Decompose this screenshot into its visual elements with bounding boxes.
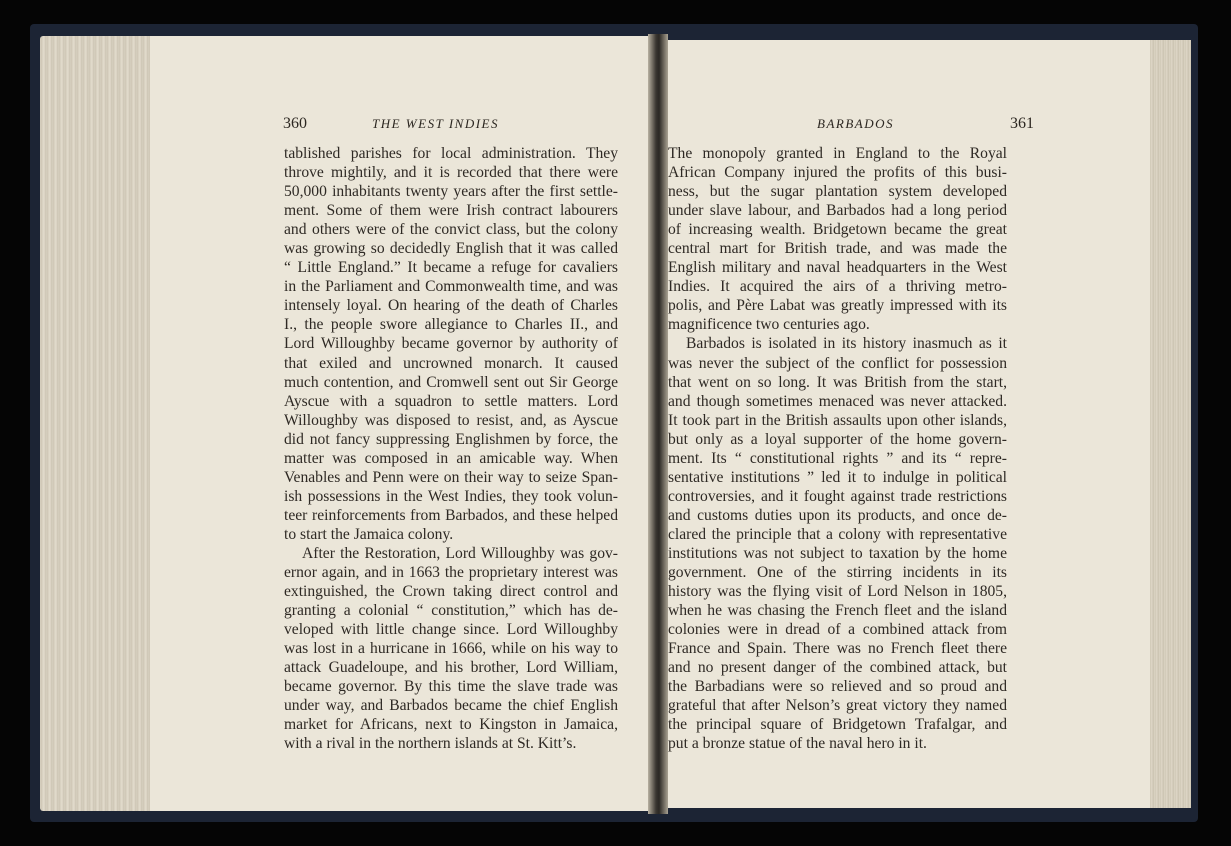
text-line: ernor again, and in 1663 the proprietary interest was: [284, 564, 618, 582]
text-line: intensely loyal. On hearing of the death of Charles: [284, 297, 618, 315]
text-line: grateful that after Nelson’s great victory they named: [668, 697, 1007, 715]
text-line: Willoughby was disposed to resist, and, as Ayscue: [284, 411, 618, 429]
text-line: and no present danger of the combined attack, but: [668, 659, 1007, 677]
text-line: Ayscue with a squadron to settle matters. Lord: [284, 392, 618, 410]
text-line: 50,000 inhabitants twenty years after the first settle-: [284, 183, 618, 201]
text-line: attack Guadeloupe, and his brother, Lord William,: [284, 659, 618, 677]
paragraph: [668, 334, 1007, 753]
text-line: under slave labour, and Barbados had a long period: [668, 202, 1007, 220]
text-line: ish possessions in the West Indies, they took volun-: [284, 487, 618, 505]
text-line: ment. Some of them were Irish contract labourers: [284, 202, 618, 220]
text-line: much contention, and Cromwell sent out Sir George: [284, 373, 618, 391]
text-line: France and Spain. There was no French fleet there: [668, 640, 1007, 658]
text-line: ness, but the sugar plantation system developed: [668, 183, 1007, 201]
text-line: ment. Its “ constitutional rights ” and its “ repre-: [668, 449, 1007, 467]
text-line: was never the subject of the conflict for possession: [668, 354, 1007, 372]
text-line: After the Restoration, Lord Willoughby was gov-: [302, 544, 618, 562]
text-line: I., the people swore allegiance to Charles II., and: [284, 316, 618, 334]
text-line: the Barbadians were so relieved and so proud and: [668, 678, 1007, 696]
page-edges-right: [1145, 40, 1191, 808]
text-line: The monopoly granted in England to the Royal: [668, 145, 1007, 162]
paragraph: [284, 144, 618, 544]
text-line: controversies, and it fought against trade restrictions: [668, 487, 1007, 505]
text-line: when he was chasing the French fleet and the island: [668, 602, 1007, 620]
left-page-text: [284, 144, 618, 754]
text-line: African Company injured the profits of this busi-: [668, 164, 1007, 182]
text-line: history was the flying visit of Lord Nelson in 1805,: [668, 583, 1007, 601]
text-line: magnificence two centuries ago.: [668, 316, 870, 334]
left-running-head: THE WEST INDIES: [372, 116, 499, 131]
book-gutter: [648, 34, 668, 814]
text-line: market for Africans, next to Kingston in Jamaica,: [284, 716, 618, 734]
text-line: under way, and Barbados became the chief English: [284, 697, 618, 715]
text-line: Venables and Penn were on their way to seize Span-: [284, 468, 618, 486]
text-line: and though sometimes menaced was never attacked.: [668, 392, 1007, 410]
text-line: granting a colonial “ constitution,” which has de-: [284, 602, 618, 620]
text-line: polis, and Père Labat was greatly impressed with its: [668, 297, 1007, 315]
text-line: institutions was not subject to taxation by the home: [668, 544, 1007, 562]
text-line: that went on so long. It was British from the start,: [668, 373, 1007, 391]
text-line: It took part in the British assaults upon other islands,: [668, 411, 1007, 429]
text-line: but only as a loyal supporter of the home govern-: [668, 430, 1007, 448]
text-line: Barbados is isolated in its history inasmuch as it: [686, 335, 1007, 353]
text-line: and others were of the convict class, but the colony: [284, 221, 618, 239]
text-line: tablished parishes for local administration. They: [284, 145, 618, 162]
text-line: was growing so decidedly English that it was called: [284, 240, 618, 258]
text-line: became governor. By this time the slave trade was: [284, 678, 618, 696]
text-line: in the Parliament and Commonwealth time, and was: [284, 278, 618, 296]
right-page-number: 361: [1010, 115, 1034, 132]
text-line: teer reinforcements from Barbados, and these helped: [284, 506, 618, 524]
right-page-text: [668, 144, 1007, 754]
text-line: that exiled and uncrowned monarch. It caused: [284, 354, 618, 372]
text-line: “ Little England.” It became a refuge for cavaliers: [284, 259, 618, 277]
text-line: veloped with little change since. Lord Willoughby: [284, 621, 618, 639]
text-line: English military and naval headquarters in the West: [668, 259, 1007, 277]
text-line: government. One of the stirring incidents in its: [668, 564, 1007, 582]
text-line: matter was composed in an amicable way. When: [284, 449, 618, 467]
text-line: with a rival in the northern islands at St. Kitt’s.: [284, 735, 577, 753]
text-line: clared the principle that a colony with representative: [668, 525, 1007, 543]
text-line: sentative institutions ” led it to indulge in political: [668, 468, 1007, 486]
text-line: was lost in a hurricane in 1666, while on his way to: [284, 640, 618, 658]
text-line: did not fancy suppressing Englishmen by force, the: [284, 430, 618, 448]
page-edges-left: [40, 36, 162, 811]
text-line: Lord Willoughby became governor by authority of: [284, 335, 618, 353]
paragraph: [284, 544, 618, 754]
text-line: Indies. It acquired the airs of a thriving metro-: [668, 278, 1007, 296]
text-line: extinguished, the Crown taking direct control and: [284, 583, 618, 601]
text-line: put a bronze statue of the naval hero in it.: [668, 735, 927, 753]
text-line: of increasing wealth. Bridgetown became the great: [668, 221, 1007, 239]
text-line: the principal square of Bridgetown Trafalgar, and: [668, 716, 1007, 734]
left-page-number: 360: [283, 115, 307, 132]
text-line: central mart for British trade, and was made the: [668, 240, 1007, 258]
text-line: colonies were in dread of a combined attack from: [668, 621, 1007, 639]
text-line: and customs duties upon its products, and once de-: [668, 506, 1007, 524]
text-line: throve mightily, and it is recorded that there were: [284, 164, 618, 182]
right-running-head: BARBADOS: [817, 116, 894, 131]
text-line: to start the Jamaica colony.: [284, 525, 454, 543]
paragraph: [668, 144, 1007, 334]
